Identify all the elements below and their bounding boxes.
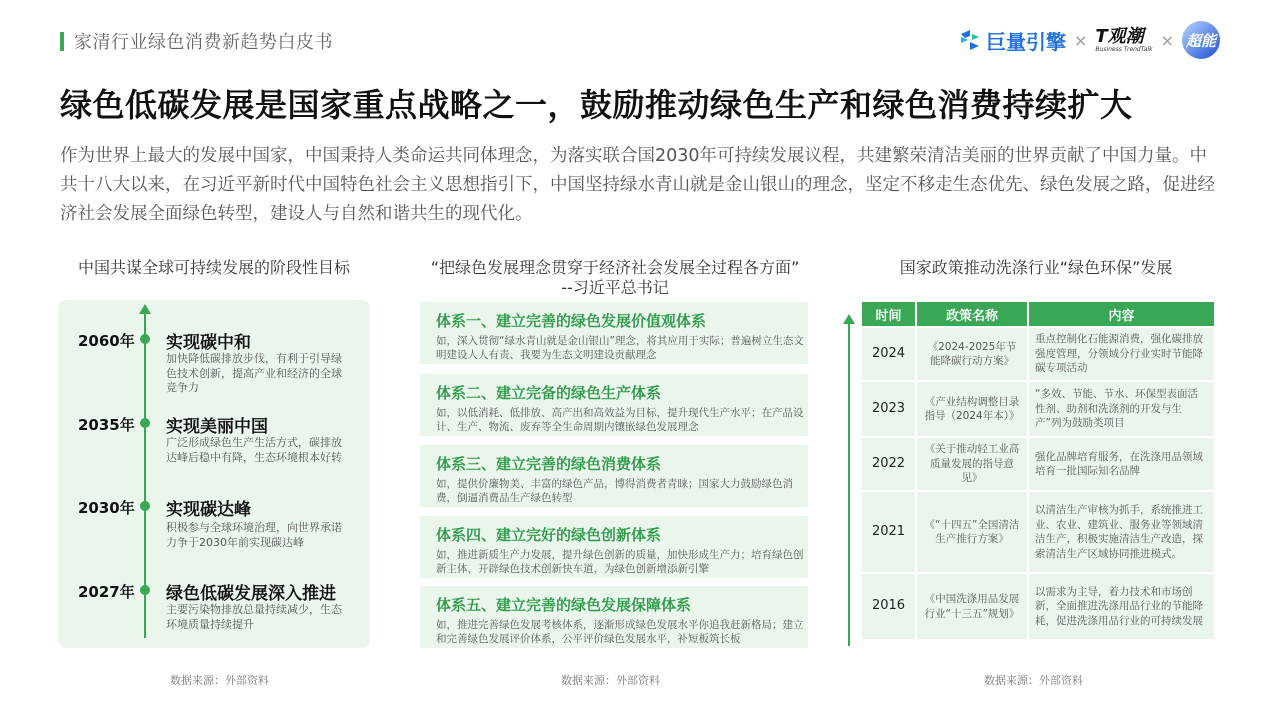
column-header-year: 时间	[862, 302, 916, 327]
timeline-desc: 主要污染物排放总量持续减少，生态环境质量持续提升	[166, 603, 342, 631]
middle-column-title	[410, 258, 820, 298]
middle-quote: “把绿色发展理念贯穿于经济社会发展全过程各方面”	[430, 258, 800, 277]
timeline-year: 2027年	[78, 583, 135, 601]
system-desc: 如，提供价廉物美、丰富的绿色产品，博得消费者青睐；国家大力鼓励绿色消费，倒逼消费品生产绿色转型	[436, 478, 793, 504]
policy-year: 2024	[862, 327, 916, 381]
system-card	[420, 516, 808, 578]
system-card	[420, 445, 808, 507]
timeline-goal: 绿色低碳发展深入推进	[166, 584, 336, 604]
timeline-desc: 加快降低碳排放步伐，有利于引导绿色技术创新，提高产业和经济的全球竞争力	[166, 352, 342, 394]
policy-content: 重点控制化石能源消费，强化碳排放强度管理，分领域分行业实时节能降碳专项活动	[1028, 327, 1214, 381]
timeline-dot-icon	[140, 418, 150, 428]
right-source-note: 数据来源：外部资料	[984, 674, 1083, 687]
header-bar	[60, 30, 333, 52]
column-header-policy: 政策名称	[916, 302, 1028, 327]
policy-content: 强化品牌培育服务，在洗涤用品领域培育一批国际知名品牌	[1028, 437, 1214, 491]
juliang-mark-icon	[958, 28, 982, 52]
column-header-content: 内容	[1028, 302, 1214, 327]
system-card	[420, 374, 808, 436]
partner-logos	[958, 22, 1220, 58]
timeline-goal: 实现碳中和	[166, 333, 251, 353]
timeline-dot-icon	[140, 334, 150, 344]
timeline-goal: 实现碳达峰	[166, 500, 251, 520]
header-accent-bar	[60, 32, 64, 51]
policy-year: 2023	[862, 381, 916, 437]
system-title: 体系四、建立完好的绿色创新体系	[436, 526, 662, 544]
policy-name: 《“十四五”全国清洁生产推行方案》	[916, 491, 1028, 573]
system-desc: 如，以低消耗、低排放、高产出和高效益为目标，提升现代生产水平；在产品设计、生产、物流、废弃等全生命周期内镶嵌绿色发展理念	[436, 407, 804, 433]
timeline-year: 2060年	[78, 332, 135, 350]
system-title: 体系二、建立完备的绿色生产体系	[436, 384, 662, 402]
policy-timeline-axis	[848, 320, 850, 646]
page-title: 绿色低碳发展是国家重点战略之一，鼓励推动绿色生产和绿色消费持续扩大	[60, 86, 1133, 124]
report-title: 家清行业绿色消费新趋势白皮书	[74, 32, 333, 53]
timeline-arrow-icon	[139, 304, 151, 314]
timeline-goal: 实现美丽中国	[166, 417, 268, 437]
system-title: 体系一、建立完善的绿色发展价值观体系	[436, 312, 707, 330]
table-row	[862, 381, 1214, 437]
tguanchao-logo-subtext: Business TrendTalk	[1095, 45, 1153, 53]
timeline-year: 2035年	[78, 416, 135, 434]
logo-separator: ×	[1160, 30, 1174, 50]
timeline-desc: 积极参与全球环境治理，向世界承诺力争于2030年前实现碳达峰	[166, 521, 342, 549]
middle-source-note: 数据来源：外部资料	[561, 674, 660, 687]
system-title: 体系三、建立完善的绿色消费体系	[436, 455, 662, 473]
tguanchao-logo	[1095, 25, 1153, 53]
policy-content: 以清洁生产审核为抓手，系统推进工业、农业、建筑业、服务业等领域清洁生产，积极实施清洁生产改造，探索清洁生产区域协同推进模式。	[1028, 491, 1214, 573]
system-card	[420, 302, 808, 364]
policy-table	[862, 302, 1214, 639]
timeline-panel	[58, 300, 370, 648]
timeline-dot-icon	[140, 501, 150, 511]
policy-year: 2022	[862, 437, 916, 491]
system-desc: 如，推进新质生产力发展，提升绿色创新的质量，加快形成生产力；培育绿色创新主体，开辟绿色技术创新快车道，为绿色创新增添新引擎	[436, 549, 804, 575]
right-column-title: 国家政策推动洗涤行业“绿色环保”发展	[899, 258, 1173, 277]
juliang-logo-text: 巨量引擎	[986, 29, 1066, 54]
policy-year: 2021	[862, 491, 916, 573]
policy-content: “多效、节能、节水、环保型表面活性剂、助剂和洗涤剂的开发与生产”列为鼓励类项目	[1028, 381, 1214, 437]
chaoneng-logo: 超能	[1182, 21, 1220, 59]
table-row	[862, 327, 1214, 381]
tguanchao-logo-text: T观潮	[1095, 25, 1144, 47]
table-row	[862, 573, 1214, 639]
table-row	[862, 437, 1214, 491]
timeline-desc: 广泛形成绿色生产生活方式，碳排放达峰后稳中有降，生态环境根本好转	[166, 436, 342, 464]
system-title: 体系五、建立完善的绿色发展保障体系	[436, 596, 692, 614]
policy-name: 《中国洗涤用品发展行业“十三五”规划》	[916, 573, 1028, 639]
system-desc: 如，推进完善绿色发展考核体系，逐渐形成绿色发展水平你追我赶新格局；建立和完善绿色发展评价体系，公平评价绿色发展水平，补短板筑长板	[436, 619, 804, 645]
middle-quote-author: --习近平总书记	[561, 278, 669, 297]
policy-content: 以需求为主导，着力技术和市场创新，全面推进洗涤用品行业的节能降耗，促进洗涤用品行业的可持续发展	[1028, 573, 1214, 639]
timeline-year: 2030年	[78, 499, 135, 517]
intro-paragraph: 作为世界上最大的发展中国家，中国秉持人类命运共同体理念，为落实联合国2030年可持续发展议程，共建繁荣清洁美丽的世界贡献了中国力量。中共十八大以来，在习近平新时代中国特色社会主义思想指引下，中国坚持绿水青山就是金山银山的理念，坚定不移走生态优先、绿色发展之路，促进经济社会发展全面绿色转型，建设人与自然和谐共生的现代化。	[60, 146, 1215, 224]
table-header-row	[862, 302, 1214, 327]
policy-name: 《产业结构调整目录指导（2024年本）》	[916, 381, 1028, 437]
policy-timeline-arrow-icon	[843, 314, 855, 324]
left-source-note: 数据来源：外部资料	[170, 674, 269, 687]
system-desc: 如，深入贯彻“绿水青山就是金山银山”理念，将其应用于实际；普遍树立生态文明建设人人有责、我要为生态文明建设贡献理念	[436, 335, 804, 361]
timeline-dot-icon	[140, 585, 150, 595]
logo-separator: ×	[1074, 30, 1088, 50]
policy-name: 《2024-2025年节能降碳行动方案》	[916, 327, 1028, 381]
left-column-title: 中国共谋全球可持续发展的阶段性目标	[77, 258, 350, 277]
policy-name: 《关于推动轻工业高质量发展的指导意见》	[916, 437, 1028, 491]
juliang-logo	[958, 26, 1066, 55]
policy-year: 2016	[862, 573, 916, 639]
system-card	[420, 586, 808, 648]
table-row	[862, 491, 1214, 573]
